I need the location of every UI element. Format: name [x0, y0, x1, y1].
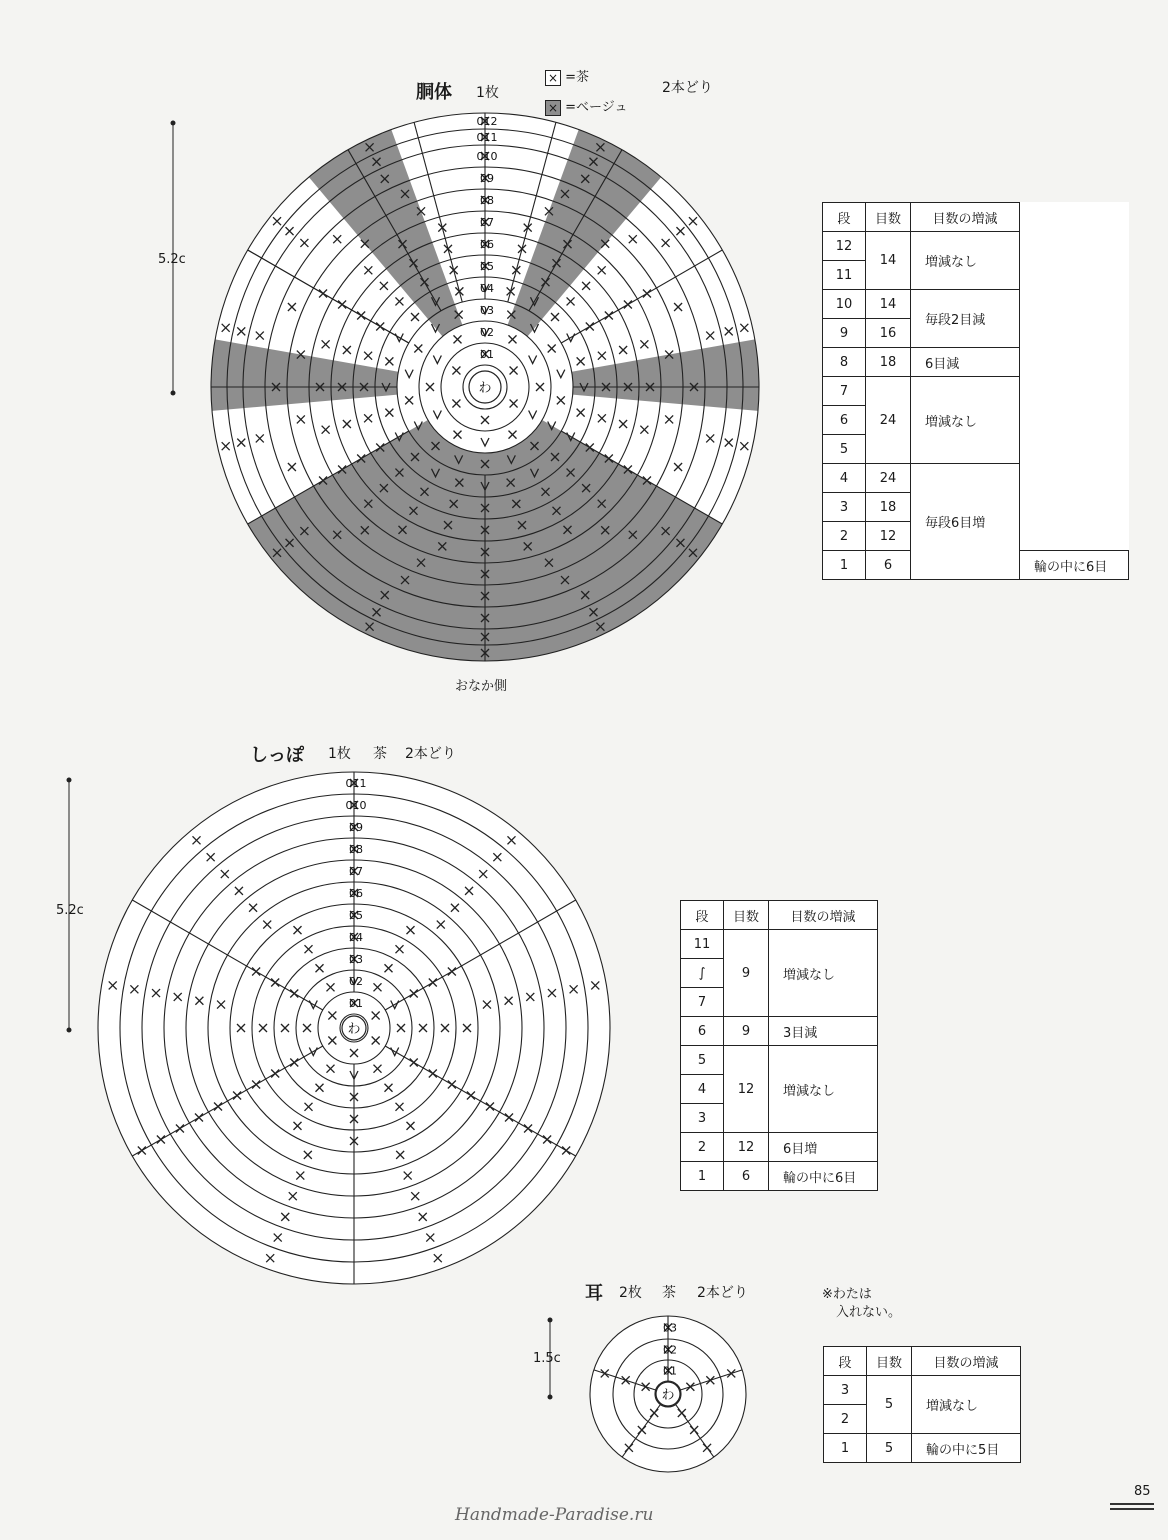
round-cell: 4: [681, 1075, 724, 1104]
watermark: Handmade-Paradise.ru: [455, 1505, 654, 1525]
tail-color: 茶: [373, 746, 387, 762]
round-cell: 1: [681, 1162, 724, 1191]
table-header-cell: 目数: [866, 203, 911, 232]
round-cell: 3: [681, 1104, 724, 1133]
round-number-label: 08: [480, 194, 494, 207]
change-cell: 増減なし: [769, 1046, 878, 1133]
change-cell: 増減なし: [912, 1376, 1021, 1434]
round-cell: 2: [681, 1133, 724, 1162]
stitch-count-cell: 16: [866, 319, 911, 348]
change-cell: 毎段6目増: [911, 464, 1020, 580]
ear-note-line2: 入れない。: [836, 1305, 902, 1320]
round-cell: 2: [824, 1405, 867, 1434]
tail-count: 1枚: [328, 746, 351, 762]
round-cell: 8: [823, 348, 866, 377]
table-row: [681, 1133, 878, 1162]
body-stitch-chart: [211, 113, 759, 661]
table-header-cell: 段: [681, 901, 724, 930]
ear-title: 耳: [585, 1283, 603, 1304]
page-number: 85: [1134, 1484, 1151, 1499]
round-number-label: 08: [349, 843, 363, 856]
stitch-count-cell: 18: [866, 348, 911, 377]
table-header-cell: 段: [824, 1347, 867, 1376]
body-count-table: [822, 202, 1129, 580]
body-yarn: 2本どり: [662, 80, 713, 96]
stitch-count-cell: 5: [867, 1376, 912, 1434]
body-title: 胴体: [416, 82, 452, 103]
table-row: [681, 930, 878, 959]
round-number-label: 03: [480, 304, 494, 317]
table-row: [823, 377, 1129, 406]
stitch-count-cell: 6: [866, 551, 911, 580]
round-number-label: 06: [349, 887, 363, 900]
round-cell: 11: [681, 930, 724, 959]
ear-count-table: [823, 1346, 1021, 1463]
table-row: [681, 1162, 878, 1191]
round-number-label: 04: [480, 282, 494, 295]
round-number-label: 02: [480, 326, 494, 339]
round-cell: 6: [823, 406, 866, 435]
round-cell: 2: [823, 522, 866, 551]
tail-size: 5.2c: [56, 903, 84, 918]
stitch-count-cell: 12: [866, 522, 911, 551]
round-number-label: 011: [345, 777, 367, 790]
change-cell: 6目増: [769, 1133, 878, 1162]
size-marker-dot: [171, 391, 176, 396]
table-header-cell: 段: [823, 203, 866, 232]
round-number-label: 01: [480, 348, 494, 361]
round-cell: 5: [681, 1046, 724, 1075]
stitch-count-cell: 9: [724, 1017, 769, 1046]
change-cell: 増減なし: [911, 377, 1020, 464]
table-header-cell: 目数の増減: [911, 203, 1020, 232]
table-header-cell: 目数: [724, 901, 769, 930]
stitch-count-cell: 12: [724, 1046, 769, 1133]
tail-title: しっぽ: [250, 745, 304, 766]
body-size: 5.2c: [158, 252, 186, 267]
round-number-label: 03: [349, 953, 363, 966]
round-number-label: 07: [349, 865, 363, 878]
tail-count-table: [680, 900, 878, 1191]
stitch-count-cell: 24: [866, 377, 911, 464]
round-cell: 5: [823, 435, 866, 464]
brown-stitch-icon: ×: [545, 70, 561, 86]
stitch-count-cell: 18: [866, 493, 911, 522]
stitch-count-cell: 6: [724, 1162, 769, 1191]
size-marker-dot: [171, 121, 176, 126]
page-ornament: [1110, 1503, 1154, 1510]
round-cell: 9: [823, 319, 866, 348]
round-number-label: 04: [349, 931, 363, 944]
round-cell: 3: [823, 493, 866, 522]
table-header-cell: 目数の増減: [912, 1347, 1021, 1376]
ear-stitch-chart: [590, 1316, 746, 1472]
body-count: 1枚: [476, 85, 499, 101]
table-header-cell: 目数の増減: [769, 901, 878, 930]
tail-yarn: 2本どり: [405, 746, 456, 762]
round-number-label: 05: [480, 260, 494, 273]
round-number-label: 09: [349, 821, 363, 834]
table-row: [681, 1017, 878, 1046]
round-number-label: 010: [476, 150, 498, 163]
round-number-label: 01: [663, 1364, 677, 1378]
round-cell: ∫: [681, 959, 724, 988]
stitch-count-cell: 14: [866, 232, 911, 290]
round-cell: 1: [823, 551, 866, 580]
table-row: [823, 464, 1129, 493]
ear-count: 2枚: [619, 1285, 642, 1301]
round-number-label: 09: [480, 172, 494, 185]
round-cell: 4: [823, 464, 866, 493]
table-row: [823, 232, 1129, 261]
table-row: [823, 290, 1129, 319]
magic-ring-label: わ: [347, 1022, 361, 1037]
size-marker-dot: [548, 1395, 553, 1400]
table-header-cell: 目数: [867, 1347, 912, 1376]
stitch-count-cell: 9: [724, 930, 769, 1017]
stitch-count-cell: 14: [866, 290, 911, 319]
round-number-label: 012: [476, 115, 498, 128]
change-cell: 6目減: [911, 348, 1020, 377]
round-number-label: 01: [349, 997, 363, 1010]
round-cell: 3: [824, 1376, 867, 1405]
size-marker-dot: [67, 778, 72, 783]
change-cell: 毎段2目減: [911, 290, 1020, 348]
beige-stitch-icon: ×: [545, 100, 561, 116]
legend-brown: × =茶: [545, 66, 589, 86]
legend-beige: × =ベージュ: [545, 96, 628, 116]
ear-color: 茶: [662, 1285, 676, 1301]
table-row: [823, 348, 1129, 377]
table-row: [824, 1376, 1021, 1405]
size-marker-dot: [548, 1318, 553, 1323]
table-header-row: [823, 203, 1129, 232]
round-number-label: 06: [480, 238, 494, 251]
round-number-label: 02: [663, 1343, 677, 1357]
round-number-label: 03: [663, 1321, 677, 1335]
round-number-label: 07: [480, 216, 494, 229]
round-cell: 6: [681, 1017, 724, 1046]
change-cell: 輪の中に6目: [1020, 551, 1129, 580]
round-cell: 10: [823, 290, 866, 319]
table-row: [824, 1434, 1021, 1463]
change-cell: 輪の中に6目: [769, 1162, 878, 1191]
round-cell: 11: [823, 261, 866, 290]
round-number-label: 011: [476, 131, 498, 144]
ear-yarn: 2本どり: [697, 1285, 748, 1301]
stitch-count-cell: 12: [724, 1133, 769, 1162]
table-row: [681, 1046, 878, 1075]
belly-side-label: おなか側: [455, 679, 508, 694]
magic-ring-label: わ: [661, 1388, 675, 1403]
round-cell: 1: [824, 1434, 867, 1463]
round-number-label: 02: [349, 975, 363, 988]
change-cell: 3目減: [769, 1017, 878, 1046]
round-number-label: 05: [349, 909, 363, 922]
round-cell: 7: [823, 377, 866, 406]
change-cell: 増減なし: [911, 232, 1020, 290]
round-cell: 7: [681, 988, 724, 1017]
stitch-count-cell: 24: [866, 464, 911, 493]
table-header-row: [824, 1347, 1021, 1376]
change-cell: 輪の中に5目: [912, 1434, 1021, 1463]
ear-size: 1.5c: [533, 1351, 561, 1366]
ear-note-line1: ※わたは: [822, 1287, 872, 1302]
change-cell: 増減なし: [769, 930, 878, 1017]
table-header-row: [681, 901, 878, 930]
magic-ring-label: わ: [478, 381, 492, 396]
tail-stitch-chart: [98, 772, 610, 1284]
stitch-count-cell: 5: [867, 1434, 912, 1463]
round-cell: 12: [823, 232, 866, 261]
size-marker-dot: [67, 1028, 72, 1033]
round-number-label: 010: [345, 799, 367, 812]
